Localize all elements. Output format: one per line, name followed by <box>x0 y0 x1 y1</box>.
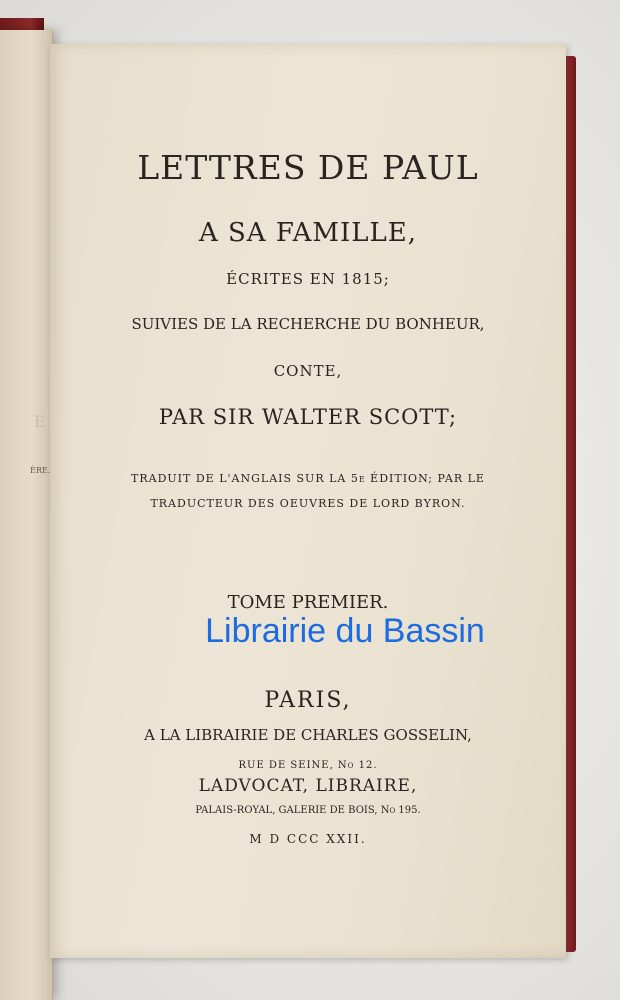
written-year: ÉCRITES EN 1815; <box>226 270 390 288</box>
book-subtitle: A SA FAMILLE, <box>198 218 418 248</box>
translation-note-line2: TRADUCTEUR DES OEUVRES DE LORD BYRON. <box>150 497 466 510</box>
translation-note-line1: TRADUIT DE L'ANGLAIS SUR LA 5e ÉDITION; PAR LE <box>131 472 485 485</box>
author-line: PAR SIR WALTER SCOTT; <box>158 405 458 429</box>
publication-year: M D CCC XXII. <box>249 832 367 846</box>
bookseller: LADVOCAT, LIBRAIRE, <box>198 776 418 796</box>
city: PARIS, <box>264 688 352 713</box>
left-page-ghost-fragment: ÈRE. <box>30 466 51 475</box>
publisher-address: RUE DE SEINE, No 12. <box>238 760 378 771</box>
publisher: A LA LIBRAIRIE DE CHARLES GOSSELIN, <box>144 726 472 744</box>
left-page <box>0 30 53 1000</box>
watermark-text: Librairie du Bassin <box>205 612 485 650</box>
bookseller-address: PALAIS-ROYAL, GALERIE DE BOIS, No 195. <box>195 805 421 816</box>
volume-label: TOME PREMIER. <box>227 592 389 613</box>
followed-by: SUIVIES DE LA RECHERCHE DU BONHEUR, <box>131 315 485 333</box>
left-page-ghost-letters: E <box>34 412 46 431</box>
book-title: LETTRES DE PAUL <box>137 148 479 187</box>
conte-label: CONTE, <box>273 362 343 380</box>
